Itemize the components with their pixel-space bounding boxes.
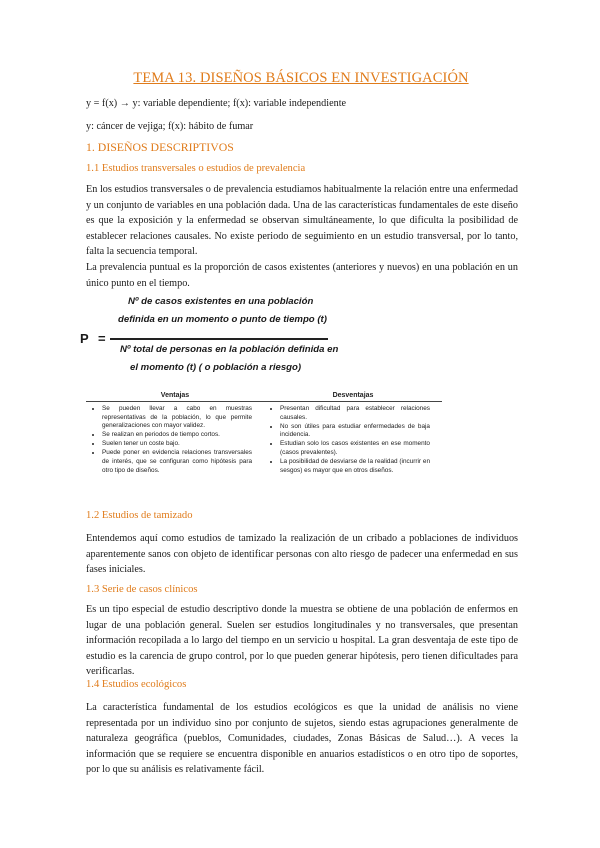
paragraph-tamizado: Entendemos aquí como estudios de tamizado la realización de un cribado a poblaciones de individuos aparentemente sanos con objeto de identificar personas con alto riesgo de padecer una enfermedad en sus fases iniciales. [86, 533, 518, 575]
section-heading-1-3: 1.3 Serie de casos clínicos [86, 584, 198, 595]
desventaja-item: • La posibilidad de desviarse de la realidad (incurrir en sesgos) es mayor que en otros diseños. [280, 458, 430, 475]
page-title: TEMA 13. DISEÑOS BÁSICOS EN INVESTIGACIÓN [133, 70, 469, 86]
section-heading-1-4: 1.4 Estudios ecológicos [86, 679, 187, 690]
paragraph-transversales: En los estudios transversales o de prevalencia estudiamos habitualmente la relación entre una enfermedad y un conjunto de variables en una población dada. Una de las características fundamentales de este diseño es que la exposición y la enfermedad se observan simultáneamente, lo que dificulta la posibilidad de establecer relaciones causales. No existe periodo de seguimiento en un estudio transversal, por lo tanto, falta la secuencia temporal. [86, 184, 518, 257]
section-heading-1-2: 1.2 Estudios de tamizado [86, 510, 193, 521]
ventaja-item: • Se pueden llevar a cabo en muestras representativas de la población, lo que permite generalizaciones con mayor validez. [102, 405, 252, 431]
desventajas-column [266, 405, 430, 476]
pros-cons-table [86, 392, 442, 472]
formula-line-1: y = f(x) → y: variable dependiente; f(x): variable independiente [86, 98, 347, 109]
table-rule [86, 401, 442, 402]
formula-equals: = [98, 331, 106, 346]
paragraph-prevalencia: La prevalencia puntual es la proporción de casos existentes (anteriores y nuevos) en una población en un único punto en el tiempo. [86, 262, 518, 289]
section-heading-1: 1. DISEÑOS DESCRIPTIVOS [86, 140, 234, 154]
formula-numerator-line-1: Nº de casos existentes en una población [128, 296, 314, 307]
formula-line-2: y: cáncer de vejiga; f(x): hábito de fumar [86, 121, 254, 132]
ventajas-header: Ventajas [160, 392, 190, 399]
formula-fraction-bar [110, 338, 328, 340]
desventaja-item: • Presentan dificultad para establecer relaciones causales. [280, 405, 430, 422]
section-heading-1-1: 1.1 Estudios transversales o estudios de prevalencia [86, 163, 306, 174]
paragraph-serie-casos: Es un tipo especial de estudio descriptivo donde la muestra se obtiene de una población de enfermos en lugar de una población general. Suelen ser estudios longitudinales y no transversales, que presentan información recopilada a lo largo del tiempo en un servicio u hospital. La gran desventaja de este tipo de estudio es la carencia de grupo control, por lo que pueden generar hipótesis, pero tienen dificultades para verificarlas. [86, 604, 518, 677]
prevalence-formula [80, 296, 340, 376]
ventaja-item: • Puede poner en evidencia relaciones transversales de interés, que se configuran como hipótesis para otro tipo de diseños. [102, 449, 252, 475]
desventajas-header: Desventajas [332, 392, 374, 399]
formula-numerator-line-2: definida en un momento o punto de tiempo (t) [118, 314, 327, 325]
formula-symbol: P [80, 331, 89, 346]
formula-denominator-line-2: el momento (t) ( o población a riesgo) [130, 362, 302, 373]
paragraph-ecologicos: La característica fundamental de los estudios ecológicos es que la unidad de análisis no viene representada por un individuo sino por conjunto de sujetos, siendo estas agrupaciones generalmente de naturaleza geográfica (pueblos, Comunidades, ciudades, Zonas Básicas de Salud…). A veces la información que se requiere se encuentra disponible en anuarios estadísticos o en otro tipo de soportes, por lo que su análisis es relativamente fácil. [86, 702, 518, 775]
desventaja-item: • Estudian solo los casos existentes en ese momento (casos prevalentes). [280, 440, 430, 457]
ventaja-item: • Se realizan en periodos de tiempo cortos. [102, 431, 252, 440]
ventajas-column [88, 405, 252, 476]
ventaja-item: • Suelen tener un coste bajo. [102, 440, 252, 449]
desventaja-item: • No son útiles para estudiar enfermedades de baja incidencia. [280, 423, 430, 440]
formula-denominator-line-1: Nº total de personas en la población definida en [120, 344, 339, 355]
